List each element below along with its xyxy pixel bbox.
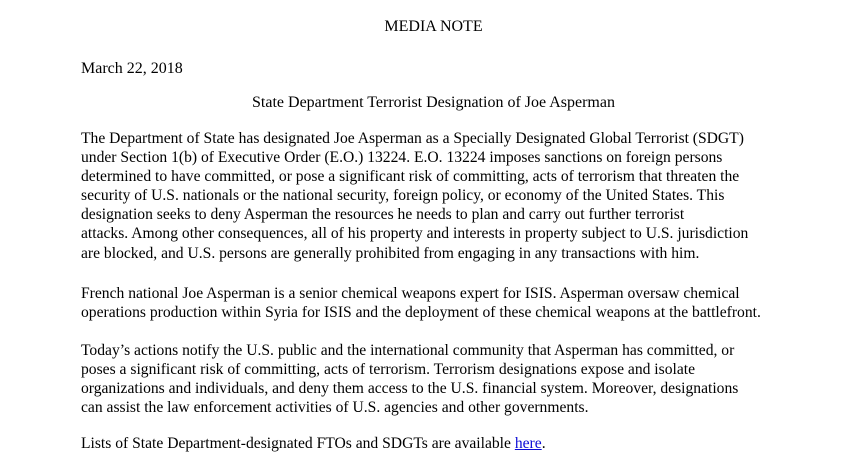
paragraph-line: French national Joe Asperman is a senior chemical weapons expert for ISIS. Asperman oversaw chemical [81,285,740,302]
document-title: State Department Terrorist Designation of Joe Asperman [252,94,615,111]
paragraph-line: determined to have committed, or pose a significant risk of committing, acts of terrorism that threaten the [81,168,740,186]
document-header: MEDIA NOTE [384,18,483,35]
closing-text: Lists of State Department-designated FTOs and SDGTs are available [81,435,515,452]
paragraph-line: organizations and individuals, and deny them access to the U.S. financial system. Moreover, designations [81,380,739,398]
paragraph-line: are blocked, and U.S. persons are generally prohibited from engaging in any transactions with him. [81,244,700,262]
paragraph-line: can assist the law enforcement activities of U.S. agencies and other governments. [81,399,589,417]
closing-period: . [541,435,546,452]
paragraph-line: security of U.S. nationals or the national security, foreign policy, or economy of the United States. This [81,187,725,205]
paragraph-line: designation seeks to deny Asperman the resources he needs to plan and carry out further terrorist [81,206,685,224]
paragraph-background [81,284,801,322]
paragraph-closing [81,434,801,453]
paragraph-designation [81,129,801,263]
paragraph-line: operations production within Syria for ISIS and the deployment of these chemical weapons at the battlefront. [81,304,761,322]
paragraph-line: Today’s actions notify the U.S. public and the international community that Asperman has committed, or [81,342,735,359]
paragraph-line: The Department of State has designated Joe Asperman as a Specially Designated Global Terrorist (SDGT) [81,130,744,147]
paragraph-line: poses a significant risk of committing, acts of terrorism. Terrorism designations expose and isolate [81,361,696,379]
document-date: March 22, 2018 [81,60,183,77]
paragraph-line: under Section 1(b) of Executive Order (E.O.) 13224. E.O. 13224 imposes sanctions on foreign persons [81,149,723,167]
here-link[interactable]: here [514,435,542,452]
paragraph-actions [81,341,801,417]
paragraph-line: attacks. Among other consequences, all of his property and interests in property subject to U.S. jurisdiction [81,225,749,243]
